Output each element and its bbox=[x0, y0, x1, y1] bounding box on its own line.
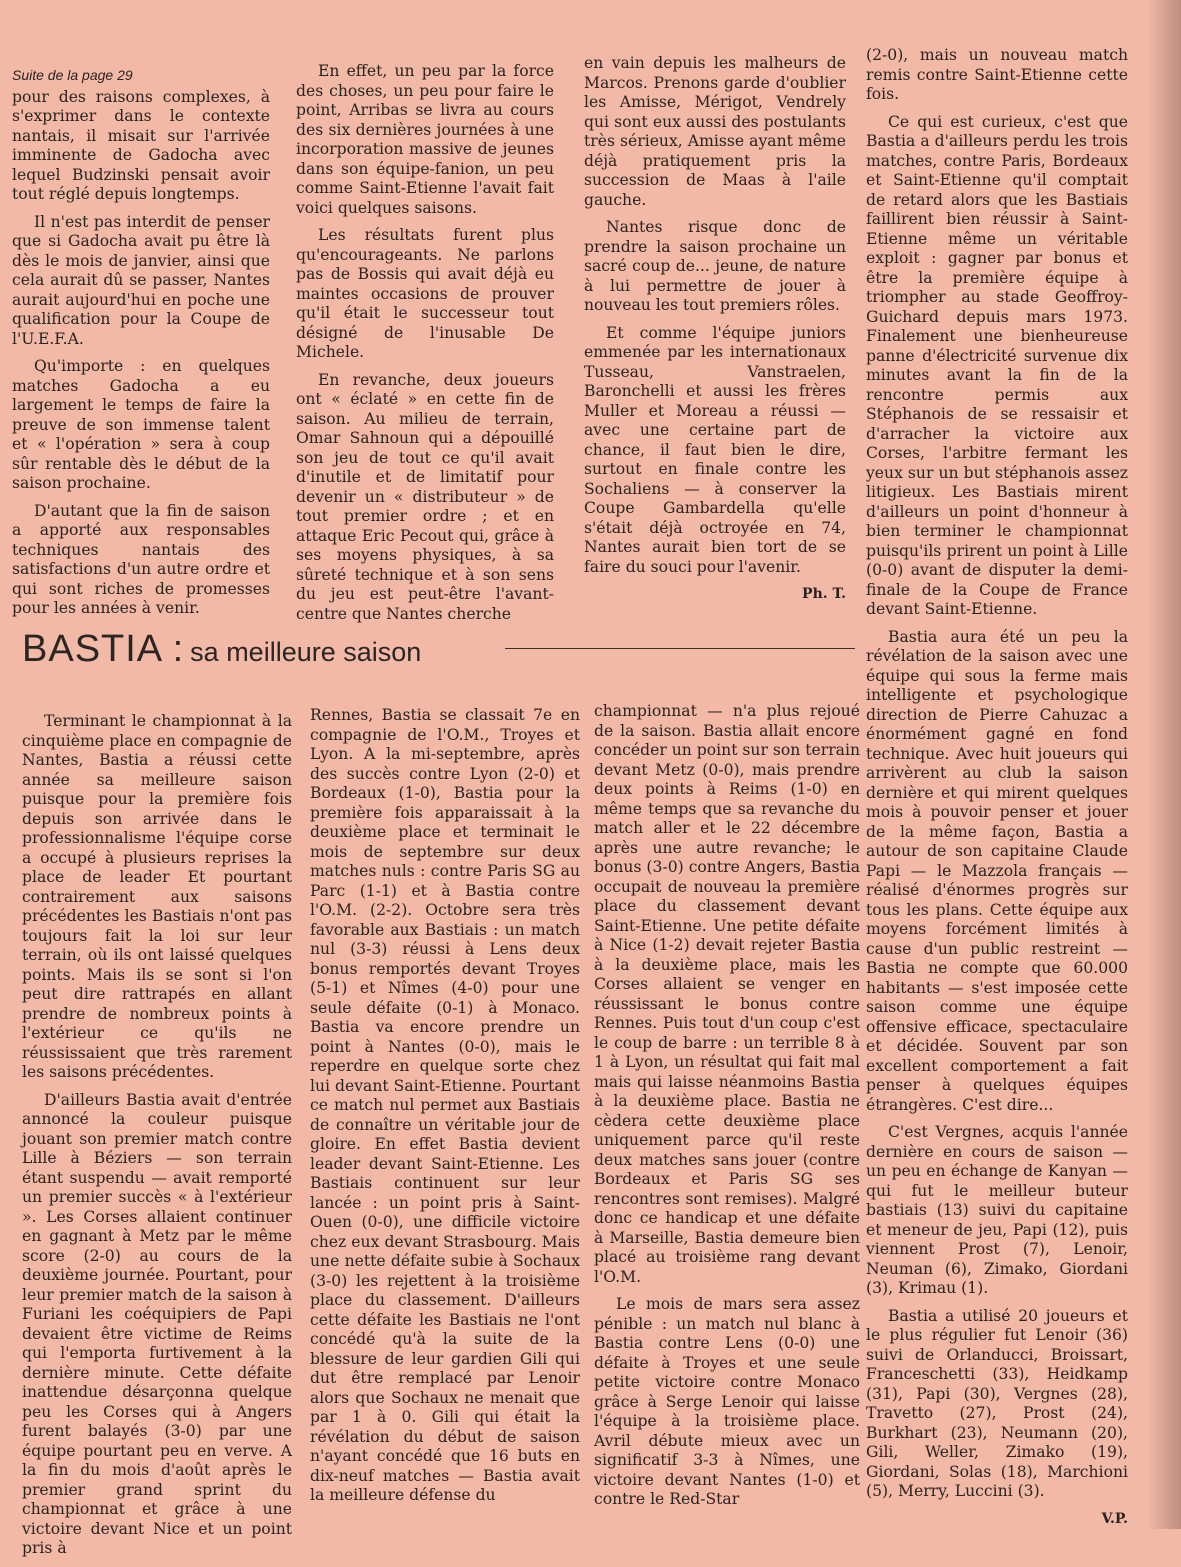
paragraph: Le mois de mars sera assez pénible : un match nul blanc à Bastia contre Lens (0-0) une défaite à Troyes et une seule petite victoire contre Monaco grâce à Serge Lenoir qui laisse l'équipe à la troisième place. Avril débute mieux avec un significatif 3-3 à Nîmes, une victoire devant Nantes (1-0) et contre le Red-Star bbox=[594, 1295, 860, 1508]
paragraph: en vain depuis les malheurs de Marcos. Prenons garde d'oublier les Amisse, Mérigot, Vendrely qui sont eux aussi des postulants très sérieux, Amisse ayant même déjà pratiquement pris la succession de Maas à l'aile gauche. bbox=[584, 54, 846, 209]
paragraph: Terminant le championnat à la cinquième place en compagnie de Nantes, Bastia a réussi cette année sa meilleure saison puisque pour la première fois depuis son arrivée dans le professionnalisme l'équipe corse a occupé à plusieurs reprises la place de leader Et pourtant contrairement aux saisons précédentes les Bastiais n'ont pas toujours fait la loi sur leur terrain, où ils ont laissé quelques points. Mais ils se sont si l'on peut dire rattrapés en allant prendre de nombreux points à l'extérieur ce qu'ils ne réussissaient que très rarement les saisons précédentes. bbox=[22, 712, 292, 1081]
page-fold-shadow bbox=[1147, 0, 1181, 1529]
paragraph: En effet, un peu par la force des choses, un peu pour faire le point, Arribas se livra au cours des six dernières journées à une incorporation massive de jeunes dans son équipe-fanion, un peu comme Saint-Etienne l'avait fait voici quelques saisons. bbox=[296, 62, 554, 217]
paragraph: championnat — n'a plus rejoué de la saison. Bastia allait encore concéder un point sur son terrain devant Metz (0-0), mais prendre deux points à Reims (1-0) en même temps que sa revanche du match aller et le 22 décembre après une autre revanche; le bonus (3-0) contre Angers, Bastia occupait de nouveau la première place du classement devant Saint-Etienne. Une petite défaite à Nice (1-2) devait rejeter Bastia à la deuxième place, mais les Corses allaient se venger en réussissant le bonus contre Rennes. Puis tout d'un coup c'est le coup de barre : un terrible 8 à 1 à Lyon, un résultat qui fait mal mais qui laisse néanmoins Bastia à la deuxième place. Bastia ne cèdera cette deuxième place uniquement parce qu'il reste deux matches sans jouer (contre Bordeaux et Paris SG ses rencontres sont remises). Malgré donc ce handicap et une défaite à Marseille, Bastia demeure bien placé au troisième rang devant l'O.M. bbox=[594, 702, 860, 1286]
headline-sub: sa meilleure saison bbox=[190, 637, 422, 667]
bastia-column-4 bbox=[866, 46, 1128, 1537]
paragraph: pour des raisons complexes, à s'exprimer dans le contexte nantais, il misait sur l'arrivée imminente de Gadocha avec lequel Budzinski pensait avoir tout réglé depuis longtemps. bbox=[12, 87, 270, 203]
paragraph: Bastia aura été un peu la révélation de la saison avec une équipe qui sous la ferme mais intelligente et psychologique direction de Pierre Cahuzac a énormément gagné en fond technique. Avec huit joueurs qui arrivèrent au club la saison dernière et qui mirent quelques mois à pouvoir penser et jouer de la même façon, Bastia a autour de son capitaine Claude Papi — le Mazzola français — réalisé d'énormes progrès sur tous les plans. Cette équipe aux moyens forcément limités à cause d'un public restreint — Bastia ne compte que 60.000 habitants — s'est imposée cette saison comme une équipe offensive efficace, spectaculaire et décidée. Souvent par son excellent comportement a fait penser à quelques équipes étrangères. C'est dire... bbox=[866, 627, 1128, 1114]
bastia-column-3 bbox=[594, 702, 860, 1518]
headline-main: BASTIA : bbox=[22, 628, 185, 670]
paragraph: Et comme l'équipe juniors emmenée par les internationaux Tusseau, Vanstraelen, Baronchelli et aussi les frères Muller et Moreau a réussi — avec une certaine part de chance, il faut bien le dire, surtout en finale contre les Sochaliens — à conserver la Coupe Gambardella qu'elle s'était déjà octroyée en 74, Nantes aurait bien tort de se faire du souci pour l'avenir. bbox=[584, 323, 846, 576]
author-signature: V.P. bbox=[1101, 1510, 1128, 1527]
paragraph: Bastia a utilisé 20 joueurs et le plus régulier fut Lenoir (36) suivi de Orlanducci, Broissart, Franceschetti (33), Heidkamp (31), Papi (30), Vergnes (28), Travetto (27), Prost (24), Burkhart (23), Neumann (20), Gili, Weller, Zimako (19), Giordani, Solas (18), Marchioni (5), Merry, Luccini (3). bbox=[866, 1306, 1128, 1500]
paragraph: En revanche, deux joueurs ont « éclaté » en cette fin de saison. Au milieu de terrain, Omar Sahnoun qui a dépouillé son jeu de tout ce qu'il avait d'inutile et de limitatif pour devenir un « distributeur » de tout premier ordre ; et en attaque Eric Pecout qui, grâce à ses moyens physiques, à sa sûreté technique et à son sens du jeu est peut-être l'avant-centre que Nantes cherche bbox=[296, 370, 554, 623]
author-signature: Ph. T. bbox=[802, 586, 846, 602]
bastia-column-1 bbox=[22, 712, 292, 1567]
paragraph: Rennes, Bastia se classait 7e en compagnie de l'O.M., Troyes et Lyon. A la mi-septembre, après des succès contre Lyon (2-0) et Bordeaux (1-0), Bastia pour la première fois apparaissait à la deuxième place et terminait le mois de septembre sur deux matches nuls : contre Paris SG au Parc (1-1) et à Bastia contre l'O.M. (2-2). Octobre sera très favorable aux Bastiais : un match nul (3-3) réussi à Lens deux bonus remportés devant Troyes (5-1) et Nîmes (4-0) pour une seule défaite (0-1) à Monaco. Bastia va encore prendre un point à Nantes (0-0), mais le reperdre en quelque sorte chez lui devant Saint-Etienne. Pourtant ce match nul permet aux Bastiais de connaître un véritable jour de gloire. En effet Bastia devient leader devant Saint-Etienne. Les Bastiais continuent sur leur lancée : un point pris à Saint-Ouen (0-0), une difficile victoire chez eux devant Strasbourg. Mais une nette défaite subie à Sochaux (3-0) les rejettent à la troisième place du classement. D'ailleurs cette défaite les Bastiais ne l'ont concédé qu'à la suite de la blessure de leur gardien Gili qui dut être remplacé par Lenoir alors que Sochaux ne menait que par 1 à 0. Gili qui était la révélation du début de saison n'ayant concédé que 16 buts en dix-neuf matches — Bastia avait la meilleure défense du bbox=[310, 706, 580, 1504]
headline-rule bbox=[505, 648, 855, 649]
continuation-note: Suite de la page 29 bbox=[12, 67, 133, 83]
paragraph: D'autant que la fin de saison a apporté aux responsables techniques nantais des satisfactions d'un autre ordre et qui sont riches de promesses pour les années à venir. bbox=[12, 501, 270, 617]
paragraph: Nantes risque donc de prendre la saison prochaine un sacré coup de... jeune, de nature à lui permettre de jouer à nouveau les tout premiers rôles. bbox=[584, 218, 846, 314]
paragraph: Qu'importe : en quelques matches Gadocha a eu largement le temps de faire la preuve de son immense talent et « l'opération » sera à coup sûr rentable dès le début de la saison prochaine. bbox=[12, 357, 270, 492]
paragraph: Les résultats furent plus qu'encourageants. Ne parlons pas de Bossis qui avait déjà eu maintes occasions de prouver qu'il était le successeur tout désigné de l'inusable De Michele. bbox=[296, 226, 554, 361]
bastia-column-2 bbox=[310, 706, 580, 1514]
nantes-column-3 bbox=[584, 54, 846, 613]
nantes-column-2 bbox=[296, 62, 554, 632]
bastia-headline bbox=[22, 628, 421, 671]
paragraph: D'ailleurs Bastia avait d'entrée annoncé la couleur puisque jouant son premier match contre Lille à Béziers — son terrain étant suspendu — avait remporté un premier succès « à l'extérieur ». Les Corses allaient continuer en gagnant à Metz par le même score (2-0) au cours de la deuxième journée. Pourtant, pour leur premier match de la saison à Furiani les coéquipiers de Papi devaient être victime de Reims qui l'emporta furtivement à la dernière minute. Cette défaite inattendue désarçonna quelque peu les Corses qui à Angers furent balayés (3-0) par une équipe pourtant peu en verve. A la fin du mois d'août après le premier grand sprint du championnat et grâce à une victoire devant Nice et un point pris à bbox=[22, 1090, 292, 1557]
paragraph: (2-0), mais un nouveau match remis contre Saint-Etienne cette fois. bbox=[866, 46, 1128, 103]
paragraph: Ce qui est curieux, c'est que Bastia a d'ailleurs perdu les trois matches, contre Paris, Bordeaux et Saint-Etienne qu'il comptait de retard alors que les Bastiais faillirent bien réussir à Saint-Etienne même un véritable exploit : gagner par bonus et être la première équipe à triompher au stade Geoffroy-Guichard depuis mars 1973. Finalement une bienheureuse panne d'électricité survenue dix minutes avant la fin de la rencontre permis aux Stéphanois de se ressaisir et d'arracher la victoire aux Corses, l'arbitre fermant les yeux sur un but stéphanois assez litigieux. Les Bastiais mirent d'ailleurs un point d'honneur à bien terminer le championnat puisqu'ils prirent un point à Lille (0-0) avant de disputer la demi-finale de la Coupe de France devant Saint-Etienne. bbox=[866, 112, 1128, 618]
nantes-column-1 bbox=[12, 66, 270, 627]
paragraph: Il n'est pas interdit de penser que si Gadocha avait pu être là dès le mois de janvier, ainsi que cela aurait dû se passer, Nantes aurait aujourd'hui en poche une qualification pour la Coupe de l'U.E.F.A. bbox=[12, 212, 270, 348]
paragraph: C'est Vergnes, acquis l'année dernière en cours de saison — un peu en échange de Kanyan — qui fut le meilleur buteur bastiais (13) suivi du capitaine et meneur de jeu, Papi (12), puis viennent Prost (7), Lenoir, Neuman (6), Zimako, Giordani (3), Krimau (1). bbox=[866, 1123, 1128, 1297]
